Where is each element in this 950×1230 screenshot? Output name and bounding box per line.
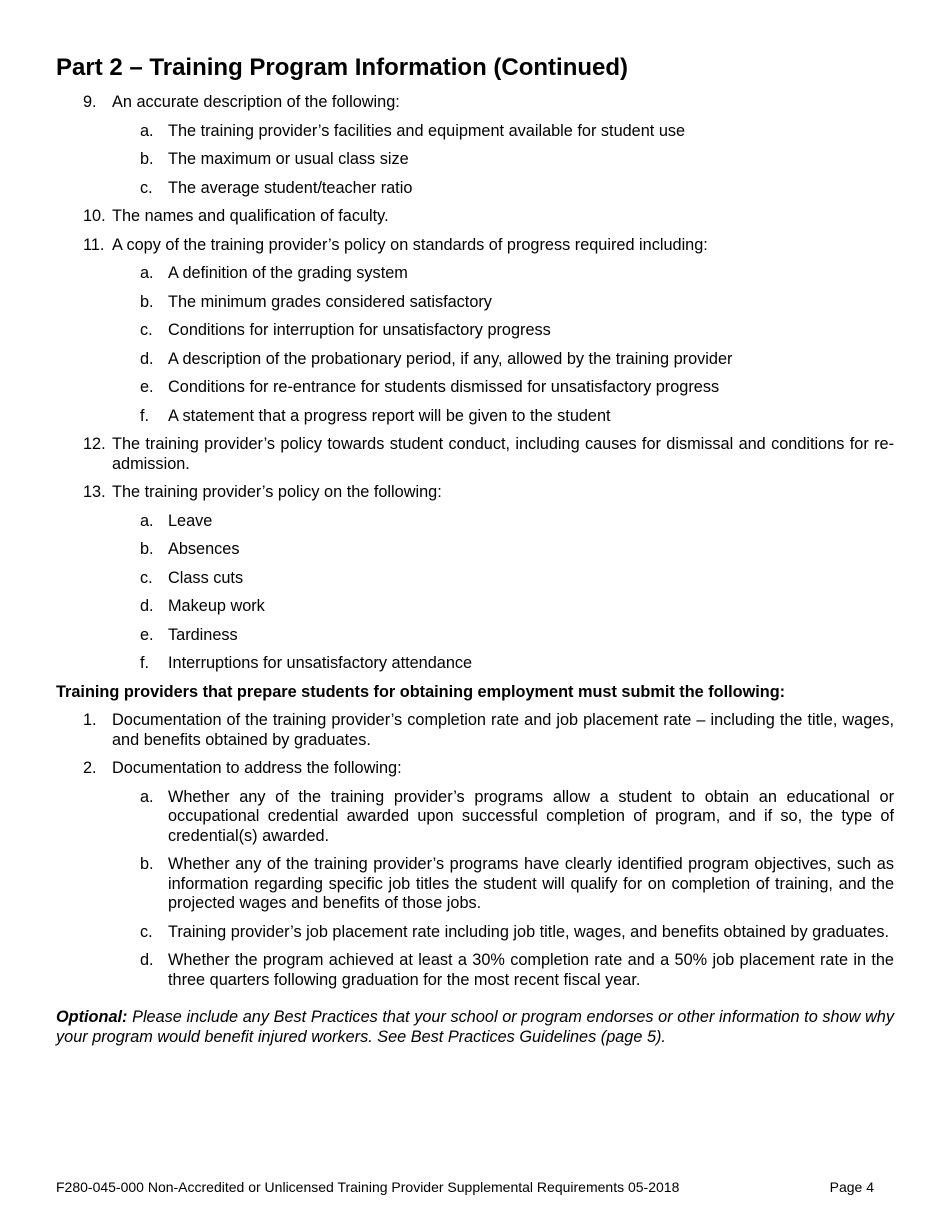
sub-list-item-text: Whether any of the training provider’s programs have clearly identified program objectives, such as information regarding specific job titles the student will qualify for on completion of training, and the projected wages and benefits of those jobs. (168, 855, 894, 912)
list-item (83, 759, 894, 779)
document-body (56, 52, 894, 1047)
list-item-text: Documentation of the training provider’s completion rate and job placement rate – including the title, wages, and benefits obtained by graduates. (112, 711, 894, 749)
sub-list-item-text: Makeup work (168, 597, 265, 615)
sub-list-item-text: Interruptions for unsatisfactory attendance (168, 654, 473, 672)
sub-list-item (140, 378, 894, 398)
sub-list-item (140, 122, 894, 142)
sub-list-item (140, 293, 894, 313)
list-item-text: Documentation to address the following: (112, 759, 402, 777)
sub-list-item-letter: c. (140, 922, 153, 941)
employment-requirements-list (56, 711, 894, 990)
sub-list-item-text: Conditions for re-entrance for students dismissed for unsatisfactory progress (168, 378, 720, 396)
sub-list-item (140, 923, 894, 943)
list-item-number: 12. (83, 435, 106, 453)
optional-text: Please include any Best Practices that your school or program endorses or other information to show why your program would benefit injured workers. See Best Practices Guidelines (page 5). (56, 1008, 894, 1046)
list-item-text: The training provider’s policy on the following: (112, 483, 442, 501)
list-item-number: 1. (83, 711, 97, 729)
sub-list-item-letter: f. (140, 406, 150, 425)
sub-list-item-letter: d. (140, 597, 154, 615)
sub-list-item-letter: e. (140, 378, 154, 396)
sub-list-item-letter: d. (140, 951, 154, 969)
sub-list-item-text: Training provider’s job placement rate including job title, wages, and benefits obtained by graduates. (168, 922, 890, 941)
sub-list-item-text: The training provider’s facilities and equipment available for student use (168, 121, 686, 140)
sub-list-item-text: A definition of the grading system (168, 264, 408, 282)
sub-list-item (140, 264, 894, 284)
sub-list-item-letter: a. (140, 787, 154, 806)
sub-list-item-letter: c. (140, 568, 153, 587)
sub-list-item (140, 855, 894, 914)
sub-list-item-text: Tardiness (168, 625, 238, 644)
sub-list-item-text: The minimum grades considered satisfactory (168, 292, 492, 311)
requirements-list (56, 93, 894, 674)
optional-note (56, 1008, 894, 1047)
list-item-number: 2. (83, 759, 97, 777)
sub-list-item (140, 654, 894, 674)
list-item-text: The training provider’s policy towards student conduct, including causes for dismissal and conditions for re-admission. (112, 435, 894, 473)
list-item-number: 9. (83, 93, 97, 111)
list-item (83, 483, 894, 503)
sub-list-item-letter: c. (140, 321, 153, 339)
list-item (83, 435, 894, 474)
list-item-number: 13. (83, 483, 106, 501)
page-title: Part 2 – Training Program Information (Continued) (56, 54, 629, 81)
employment-heading: Training providers that prepare students for obtaining employment must submit the following: (56, 682, 786, 701)
sub-list-item (140, 512, 894, 532)
sub-list-item-letter: c. (140, 178, 153, 197)
list-item (83, 207, 894, 227)
sub-list-item (140, 788, 894, 847)
sub-list-item (140, 597, 894, 617)
sub-list-item-letter: b. (140, 292, 154, 311)
sub-list-item-letter: b. (140, 855, 154, 873)
sub-list-item (140, 626, 894, 646)
sub-list-item (140, 350, 894, 370)
sub-list-item-letter: a. (140, 121, 154, 140)
sub-list-item (140, 540, 894, 560)
sub-list-item (140, 951, 894, 990)
list-item (83, 236, 894, 256)
sub-list-item-letter: e. (140, 625, 154, 644)
page-number: Page 4 (829, 1179, 874, 1195)
sub-list-item-text: The maximum or usual class size (168, 150, 409, 168)
sub-list-item-letter: a. (140, 264, 154, 282)
optional-label: Optional: (56, 1008, 128, 1026)
sub-list-item-letter: b. (140, 150, 154, 168)
sub-list-item-letter: d. (140, 349, 154, 368)
list-item-number: 11. (83, 235, 105, 254)
sub-list-item-text: Absences (168, 540, 240, 558)
sub-list-item-letter: f. (140, 654, 150, 672)
page-footer (56, 1179, 874, 1195)
sub-list-item-text: Leave (168, 511, 213, 530)
sub-list-item-text: A statement that a progress report will be given to the student (168, 406, 611, 425)
form-identifier: F280-045-000 Non-Accredited or Unlicensed Training Provider Supplemental Requirements 05-2018 (56, 1179, 680, 1195)
sub-list-item-text: A description of the probationary period, if any, allowed by the training provider (168, 349, 733, 368)
list-item (83, 711, 894, 750)
sub-list-item-text: Whether any of the training provider’s programs allow a student to obtain an educational or occupational credential awarded upon successful completion of program, and if so, the type of credential(s) awarded. (168, 787, 894, 845)
sub-list-item-text: Conditions for interruption for unsatisfactory progress (168, 321, 551, 339)
sub-list-item (140, 569, 894, 589)
sub-list-item (140, 150, 894, 170)
list-item-text: A copy of the training provider’s policy on standards of progress required including: (112, 235, 708, 254)
sub-list-item-text: Class cuts (168, 568, 244, 587)
sub-list-item (140, 179, 894, 199)
sub-list-item-text: Whether the program achieved at least a 30% completion rate and a 50% job placement rate in the three quarters following graduation for the most recent fiscal year. (168, 951, 894, 989)
list-item-text: The names and qualification of faculty. (112, 207, 389, 225)
sub-list-item-text: The average student/teacher ratio (168, 178, 413, 197)
list-item-number: 10. (83, 207, 106, 225)
list-item (83, 93, 894, 113)
sub-list-item-letter: a. (140, 511, 154, 530)
list-item-text: An accurate description of the following: (112, 93, 400, 111)
sub-list-item (140, 407, 894, 427)
sub-list-item-letter: b. (140, 540, 154, 558)
sub-list-item (140, 321, 894, 341)
